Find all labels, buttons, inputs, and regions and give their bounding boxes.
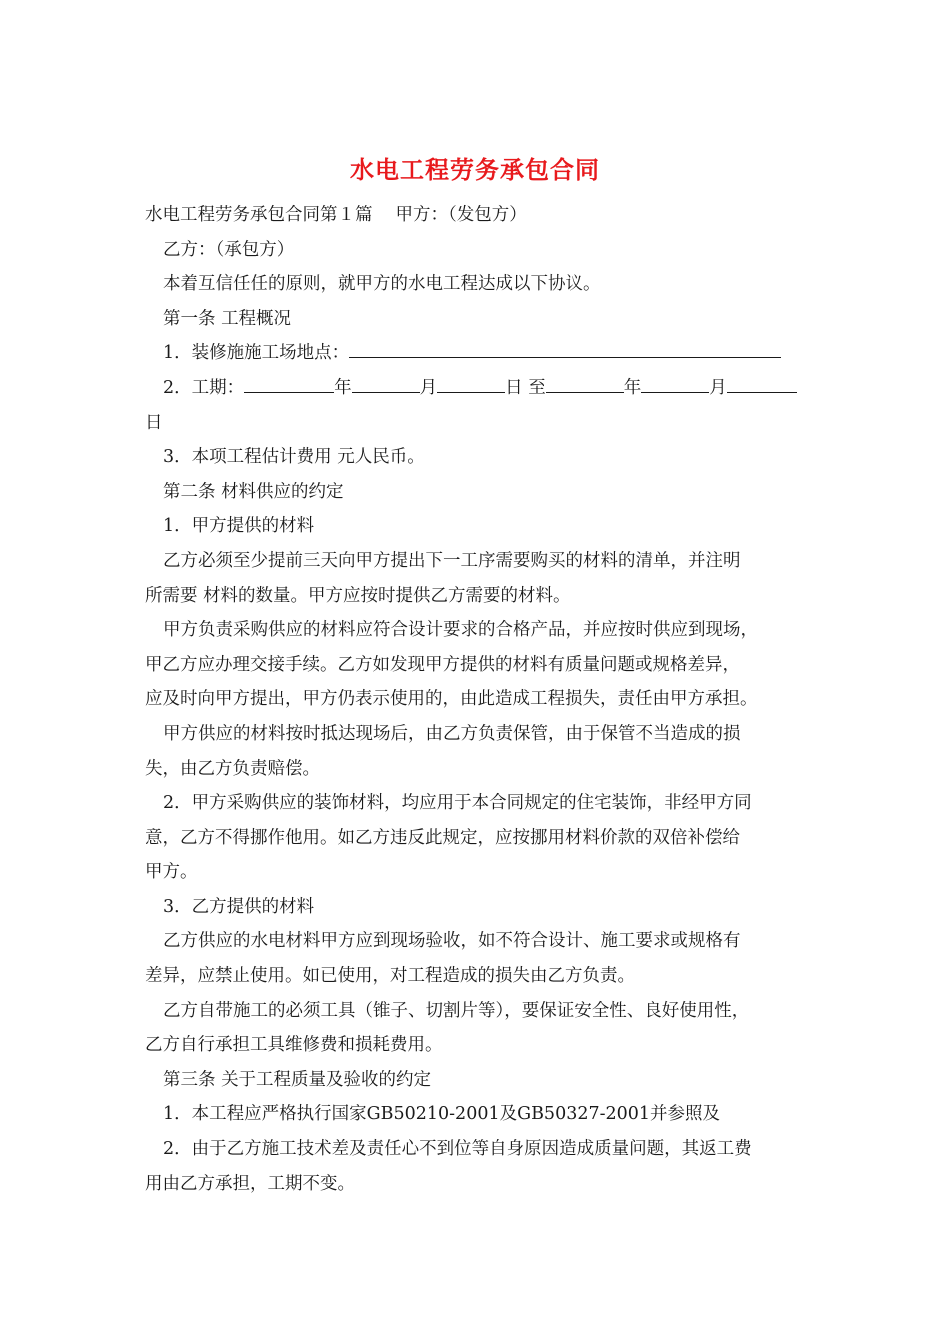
party-b-line: 乙方：（承包方） (163, 239, 295, 260)
end-year-label: 年 (623, 377, 642, 398)
start-day-blank (437, 378, 505, 393)
article-3-heading: 第三条 关于工程质量及验收的约定 (163, 1069, 432, 1090)
document-title: 水电工程劳务承包合同 (350, 155, 600, 184)
start-year-label: 年 (334, 377, 352, 398)
principle-line: 本着互信任任的原则，就甲方的水电工程达成以下协议。 (163, 274, 601, 295)
end-month-blank (641, 378, 709, 393)
article-3-item-2-line-2: 用由乙方承担，工期不变。 (145, 1173, 355, 1194)
end-day-blank (727, 378, 797, 393)
article-3-item-1: 1．本工程应严格执行国家GB50210-2001及GB50327-2001并参照及 (163, 1104, 721, 1125)
document-body (145, 198, 810, 1201)
article-2-para-2-line-1: 甲方负责采购供应的材料应符合设计要求的合格产品，并应按时供应到现场， (163, 620, 758, 641)
article-2-item-2-line-1: 2．甲方采购供应的装饰材料，均应用于本合同规定的住宅装饰，非经甲方同 (163, 793, 752, 814)
article-2-para-1-line-2: 所需要 材料的数量。甲方应按时提供乙方需要的材料。 (145, 585, 571, 606)
article-2-para-3-line-1: 甲方供应的材料按时抵达现场后，由乙方负责保管，由于保管不当造成的损 (163, 723, 741, 744)
article-2-para-2-line-3: 应及时向甲方提出，甲方仍表示使用的，由此造成工程损失，责任由甲方承担。 (145, 689, 758, 710)
site-location-blank (349, 343, 781, 358)
end-month-label: 月 (709, 377, 727, 398)
article-2-para-3-line-2: 失，由乙方负责赔偿。 (145, 758, 320, 779)
end-year-blank (546, 378, 624, 393)
site-location-label: 1．装修施施工场地点： (163, 343, 350, 364)
start-year-blank (244, 378, 334, 393)
period-day-label: 日 (145, 412, 163, 433)
article-1-heading: 第一条 工程概况 (163, 308, 292, 329)
start-day-label: 日 至 (505, 377, 546, 398)
start-month-label: 月 (419, 377, 438, 398)
article-2-item-2-line-2: 意，乙方不得挪作他用。如乙方违反此规定，应按挪用材料价款的双倍补偿给 (145, 827, 740, 848)
article-1-item-2 (145, 371, 810, 406)
intro-line: 水电工程劳务承包合同第１篇 甲方：（发包方） (145, 205, 527, 225)
period-label: 2．工期： (163, 377, 245, 398)
article-2-heading: 第二条 材料供应的约定 (163, 481, 344, 502)
article-2-para-5-line-1: 乙方自带施工的必须工具（锥子、切割片等），要保证安全性、良好使用性， (163, 1000, 750, 1021)
article-3-item-2-line-1: 2．由于乙方施工技术差及责任心不到位等自身原因造成质量问题，其返工费 (163, 1139, 752, 1160)
article-2-para-1-line-1: 乙方必须至少提前三天向甲方提出下一工序需要购买的材料的清单，并注明 (163, 550, 741, 571)
article-2-para-5-line-2: 乙方自行承担工具维修费和损耗费用。 (145, 1035, 443, 1056)
article-2-para-4-line-1: 乙方供应的水电材料甲方应到现场验收，如不符合设计、施工要求或规格有 (163, 931, 741, 952)
start-month-blank (352, 378, 420, 393)
article-2-item-2-line-3: 甲方。 (145, 862, 198, 883)
article-1-item-1 (145, 336, 810, 371)
article-2-para-2-line-2: 甲乙方应办理交接手续。乙方如发现甲方提供的材料有质量问题或规格差异， (145, 654, 740, 675)
article-2-item-3: 3．乙方提供的材料 (163, 896, 315, 917)
article-2-item-1: 1．甲方提供的材料 (163, 516, 315, 537)
article-1-item-3: 3．本项工程估计费用 元人民币。 (163, 447, 425, 468)
article-2-para-4-line-2: 差异，应禁止使用。如已使用，对工程造成的损失由乙方负责。 (145, 966, 635, 987)
